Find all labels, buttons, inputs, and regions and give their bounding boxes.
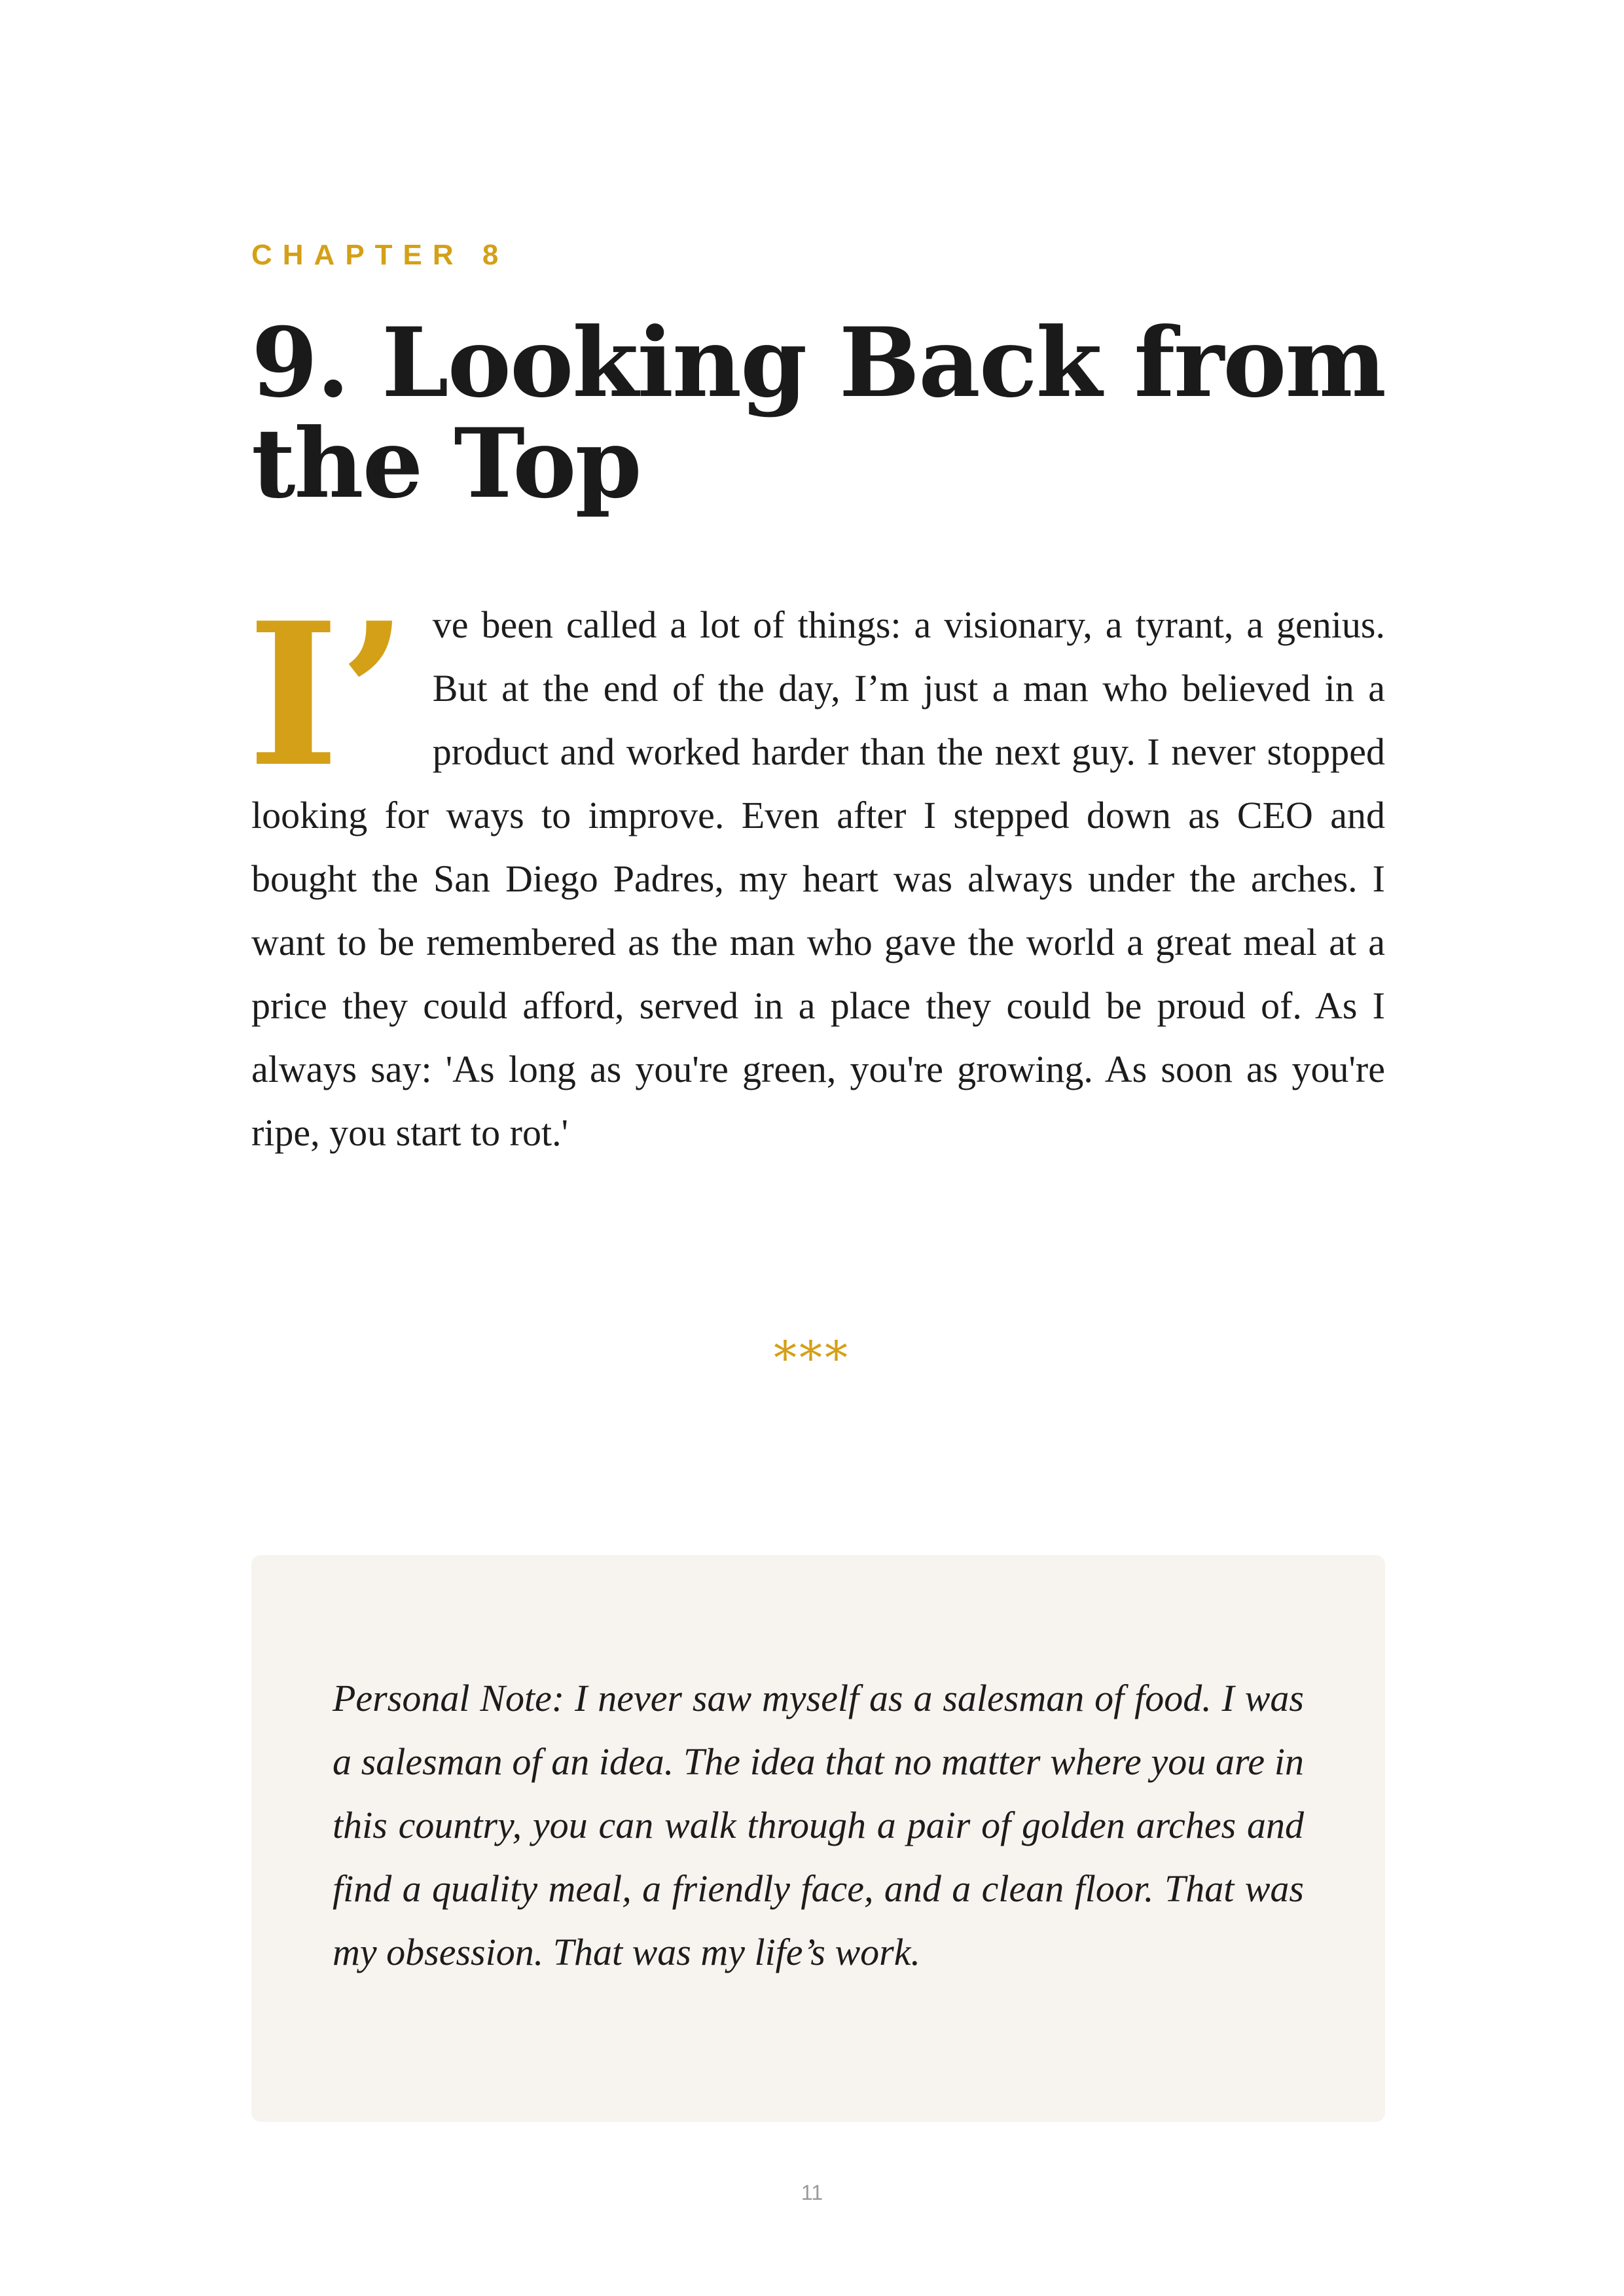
chapter-label: CHAPTER 8 (251, 239, 509, 271)
personal-note-box (251, 1555, 1385, 2122)
body-paragraph (247, 579, 1385, 1164)
body-paragraph-text: ve been called a lot of things: a visionary, a tyrant, a genius. But at the end of the day, I’m just a man who believed in a product and worked harder than the next guy. I never stopped looking for ways to improve. Even after I stepped down as CEO and bought the San Diego Padres, my heart was always under the arches. I want to be remembered as the man who gave the world a great meal at a price they could afford, served in a place they could be proud of. As I always say: 'As long as you're green, you're growing. As soon as you're ripe, you start to rot.' (251, 603, 1385, 1154)
personal-note-text: Personal Note: I never saw myself as a salesman of food. I was a salesman of an idea. The idea that no matter where you are in this country, you can walk through a pair of golden arches and find a quality meal, a friendly face, and a clean floor. That was my obsession. That was my life’s work. (333, 1677, 1304, 1973)
page-number: 11 (801, 2181, 823, 2204)
chapter-title: 9. Looking Back from the Top (251, 307, 1385, 520)
drop-cap: I’ (247, 579, 408, 810)
section-separator: *** (774, 1331, 850, 1385)
